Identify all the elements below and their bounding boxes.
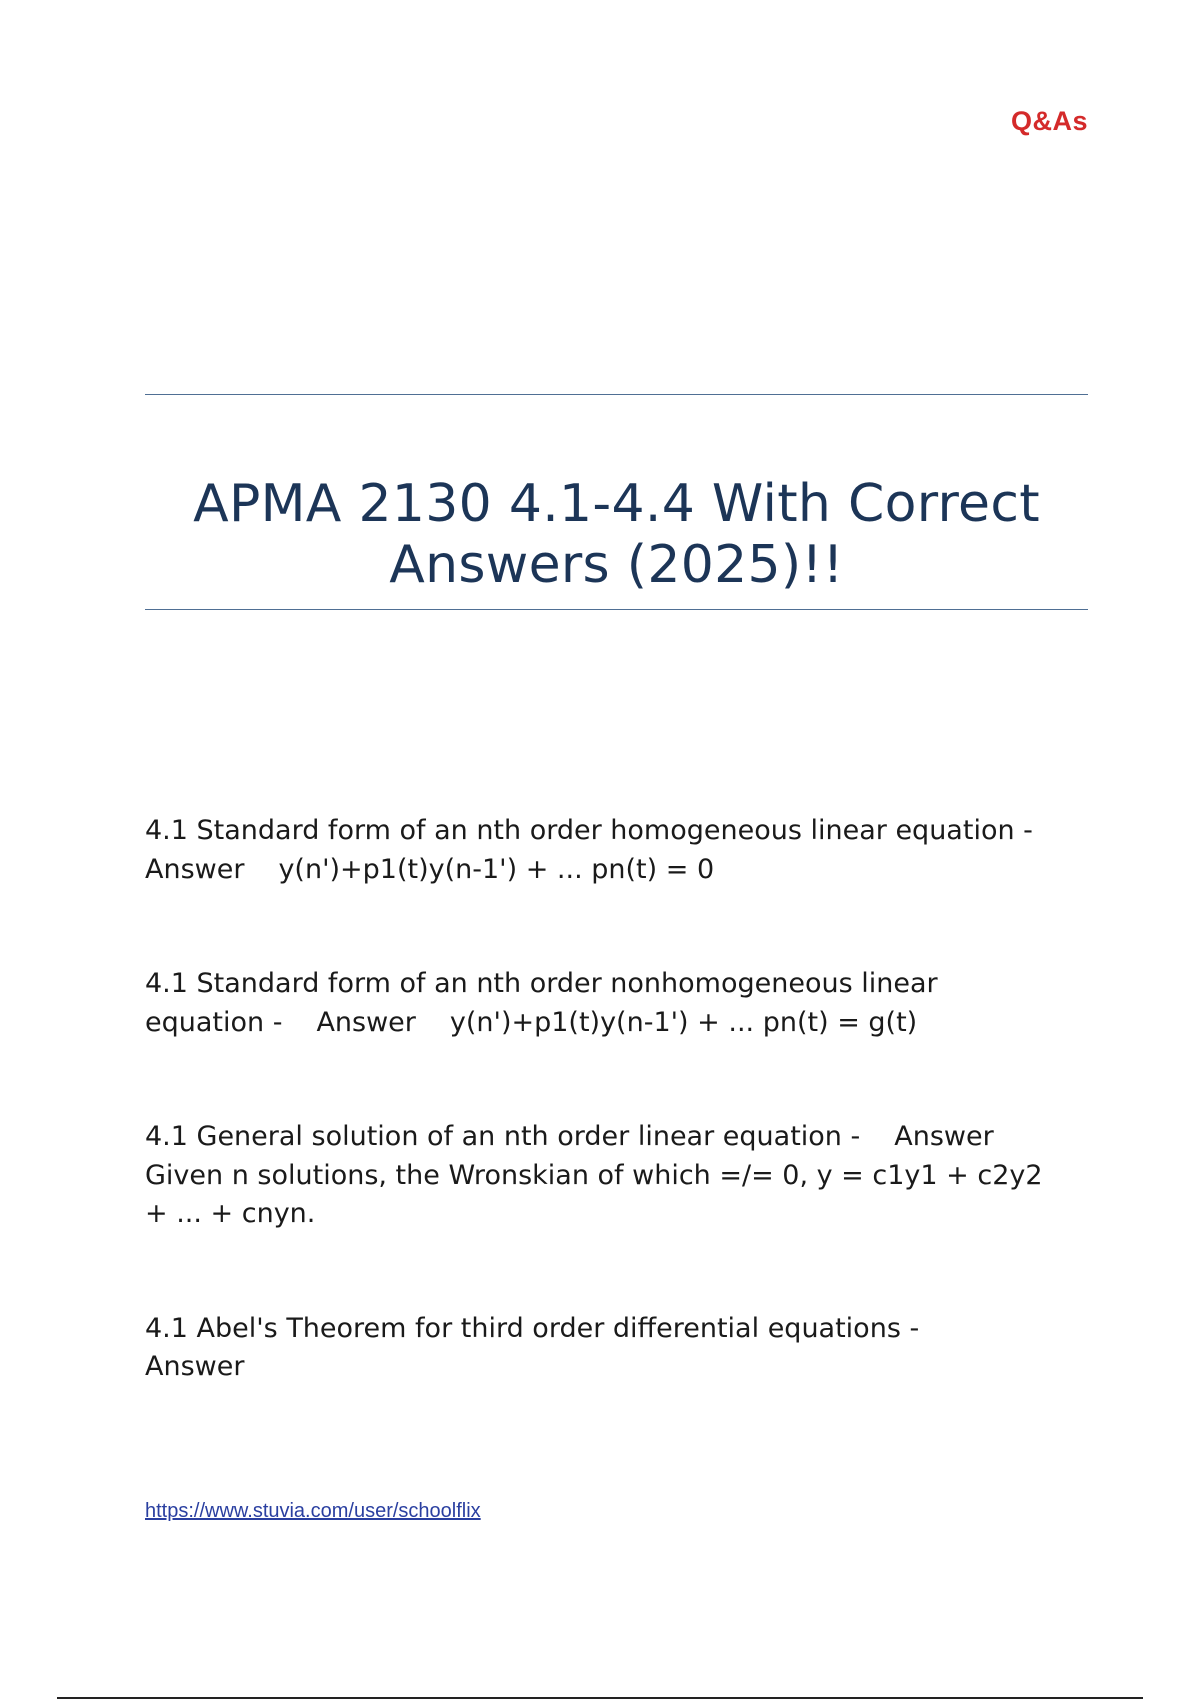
qa-3-answer-line-2: + ... + cnyn. [145,1198,316,1229]
qa-3-question: 4.1 General solution of an nth order linear equation - [145,1121,861,1152]
qa-2-question-line-2: equation - [145,1006,283,1038]
qa-item-1 [145,812,1095,889]
qa-3-answer-label: Answer [894,1121,994,1152]
document-title [145,474,1088,596]
title-line-2: Answers (2025)!! [389,535,844,595]
qa-2-answer-label: Answer [316,1006,416,1038]
qa-badge: Q&As [1010,106,1088,136]
qa-list [145,812,1095,1463]
qa-3-answer-line-1: Given n solutions, the Wronskian of which =/= 0, y = c1y1 + c2y2 [145,1159,1043,1191]
qa-2-question-line-1: 4.1 Standard form of an nth order nonhomogeneous linear [145,968,938,999]
qa-item-4 [145,1310,1095,1387]
footer-rule [57,1697,1143,1699]
title-rule-top [145,394,1088,395]
qa-4-question: 4.1 Abel's Theorem for third order differential equations - [145,1312,920,1344]
qa-item-3 [145,1118,1095,1234]
source-link[interactable]: https://www.stuvia.com/user/schoolflix [145,1500,481,1522]
qa-2-answer: y(n')+p1(t)y(n-1') + ... pn(t) = g(t) [449,1006,918,1038]
qa-1-answer: y(n')+p1(t)y(n-1') + ... pn(t) = 0 [278,853,715,885]
title-line-1: APMA 2130 4.1-4.4 With Correct [193,474,1040,534]
qa-1-answer-label: Answer [145,853,245,885]
qa-4-answer-label: Answer [145,1351,245,1382]
title-rule-bottom [145,609,1088,610]
qa-1-question: 4.1 Standard form of an nth order homogeneous linear equation - [145,815,1033,846]
qa-item-2 [145,965,1095,1042]
